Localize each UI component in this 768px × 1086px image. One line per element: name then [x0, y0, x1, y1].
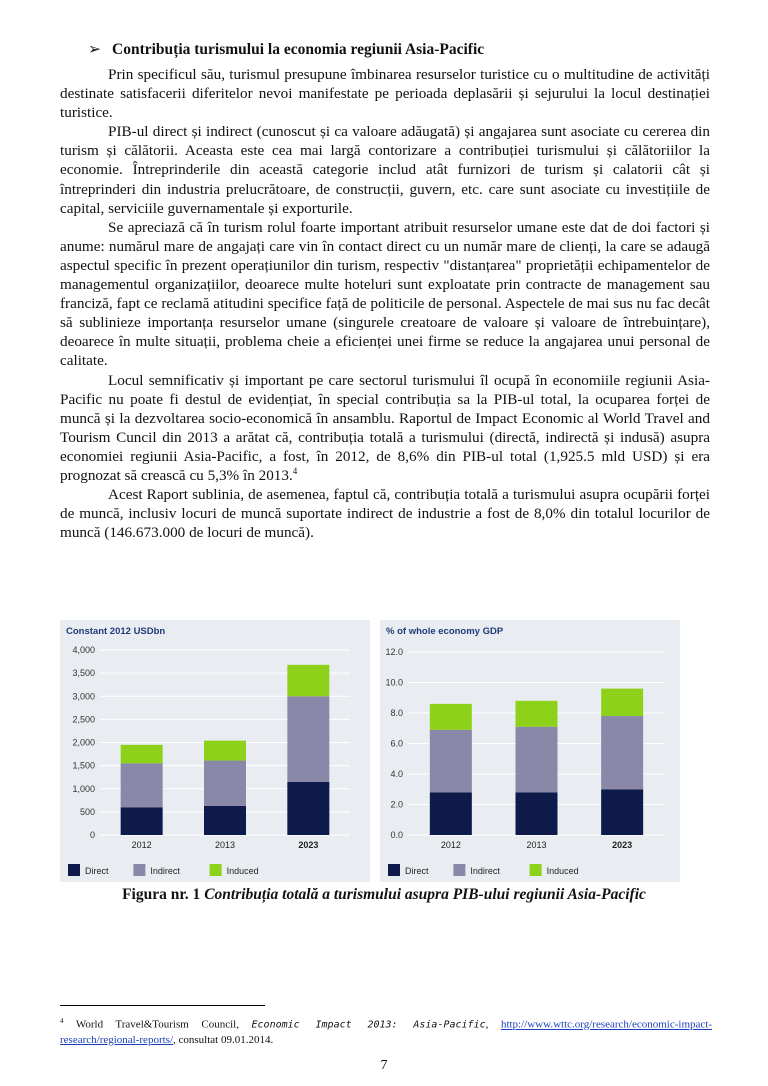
- usd-bar-induced-2012: [121, 745, 163, 764]
- footnote-accessed: , consultat 09.01.2014.: [173, 1033, 274, 1046]
- usd-legend-label-induced: Induced: [226, 866, 259, 876]
- pct-legend-label-direct: Direct: [405, 866, 429, 876]
- pct-y-tick-label: 2.0: [390, 799, 403, 810]
- usd-x-tick-label: 2012: [131, 840, 152, 850]
- pct-legend-label-indirect: Indirect: [470, 866, 500, 876]
- usd-chart-title: Constant 2012 USDbn: [66, 626, 166, 637]
- footnote-link[interactable]: http://www.wttc.org/research/economic-impact-research/regional-reports/: [60, 1018, 713, 1046]
- section-heading-text: Contribuția turismului la economia regiunii Asia-Pacific: [112, 41, 485, 58]
- pct-bar-direct-2012: [430, 792, 472, 835]
- pct-y-tick-label: 8.0: [390, 708, 403, 718]
- body-text: [60, 65, 710, 542]
- figure-label: Figura nr. 1: [122, 886, 201, 903]
- usd-legend-swatch-induced: [210, 864, 222, 876]
- paragraph-4: [60, 371, 710, 486]
- usd-y-tick-label: 0: [89, 830, 95, 840]
- footnote: $^4$ World Travel&Tourism Council, Economic Impact 2013: Asia-Pacific, http://www.wttc.org/research/economic-impact-research/regional-reports/, consultat 09.01.2014.: [60, 1017, 713, 1046]
- arrow-bullet-icon: ➢: [88, 41, 101, 58]
- pct-y-tick-label: 10.0: [385, 677, 403, 688]
- gdp-share-chart: [380, 620, 680, 882]
- usd-y-tick-label: 4,000: [72, 645, 95, 655]
- pct-bar-direct-2013: [516, 792, 558, 835]
- usd-bar-indirect-2013: [204, 761, 246, 806]
- paragraph-5: Acest Raport sublinia, de asemenea, faptul că, contribuția totală a turismului asupra ocupării forței de muncă, inclusiv locuri de muncă suportate indirect de industrie a fost de 8,0% din totalul locurilor de muncă (146.673.000 de locuri de muncă).: [60, 486, 710, 542]
- footnote-number: 4: [60, 1017, 64, 1025]
- paragraph-2: PIB-ul direct și indirect (cunoscut și ca valoare adăugată) și angajarea sunt asociate cu cererea din turism și călătorii. Aceasta este cea mai largă contorizare a contribuției turismului și călătoriilor la economie. Întreprinderile din această categorie includ atât furnizori de turism și calatorii cât și întreprinderi din industria prelucrătoare, de construcții, guvern, etc. care sunt asociate cu investițiile de capital, serviciile guvernamentale și exporturile.: [60, 123, 710, 217]
- gdp-usd-chart: [60, 620, 370, 882]
- paragraph-4-text: Locul semnificativ și important pe care sectorul turismului îl ocupă în economiile regiunii Asia-Pacific nu poate fi destul de evidențiat, în special contribuția sa la PIB-ul total, la ocuparea forței de muncă și la dezvoltarea socio-economică în ansamblu. Raportul de Impact Economic al World Travel and Tourism Cuncil din 2013 a arătat că, contribuția totală a turismului (directă, indirectă și indusă) asupra economiei regiunii Asia-Pacific, a fost, în 2012, de 8,6% din PIB-ul total (1,925.5 mld USD) și era prognozat să crească cu 5,3% în 2013.: [60, 371, 710, 484]
- usd-bar-direct-2012: [121, 807, 163, 835]
- usd-bar-indirect-2023: [287, 696, 329, 782]
- usd-bar-direct-2023: [287, 782, 329, 835]
- usd-y-tick-label: 1,500: [72, 760, 95, 771]
- usd-y-tick-label: 500: [79, 806, 95, 817]
- gdp-usd-chart-svg: [60, 620, 370, 882]
- usd-x-tick-label: 2023: [298, 840, 319, 850]
- figure-title: Contribuția totală a turismului asupra PIB-ului regiunii Asia-Pacific: [204, 886, 646, 903]
- footnote-source: Economic Impact 2013: Asia-Pacific: [251, 1019, 486, 1031]
- usd-legend-swatch-direct: [68, 864, 80, 876]
- pct-chart-title: % of whole economy GDP: [386, 626, 504, 637]
- section-heading: [88, 40, 484, 59]
- usd-bar-induced-2023: [287, 665, 329, 696]
- pct-x-tick-label: 2013: [526, 840, 547, 850]
- figure-caption: [0, 886, 768, 904]
- pct-bar-induced-2013: [516, 701, 558, 727]
- pct-bar-indirect-2023: [601, 716, 643, 789]
- pct-bar-induced-2012: [430, 704, 472, 730]
- pct-bar-induced-2023: [601, 689, 643, 716]
- pct-bar-indirect-2012: [430, 730, 472, 793]
- pct-legend-label-induced: Induced: [546, 866, 579, 876]
- pct-y-tick-label: 0.0: [390, 830, 403, 840]
- pct-y-tick-label: 12.0: [385, 647, 403, 657]
- pct-bar-indirect-2013: [516, 727, 558, 793]
- footnote-divider: [60, 1005, 265, 1006]
- gdp-share-chart-svg: [380, 620, 680, 882]
- usd-legend-label-direct: Direct: [85, 866, 109, 876]
- usd-bar-direct-2013: [204, 806, 246, 835]
- usd-y-tick-label: 2,000: [72, 737, 95, 748]
- usd-x-tick-label: 2013: [214, 840, 236, 850]
- pct-y-tick-label: 6.0: [390, 738, 403, 749]
- pct-bar-direct-2023: [601, 789, 643, 835]
- usd-y-tick-label: 1,000: [72, 783, 95, 794]
- usd-bar-indirect-2012: [121, 763, 163, 807]
- usd-y-tick-label: 3,000: [72, 691, 95, 702]
- pct-legend-swatch-induced: [530, 864, 542, 876]
- paragraph-3: Se apreciază că în turism rolul foarte important atribuit resurselor umane este dat de doi factori și anume: numărul mare de angajați care vin în contact direct cu un număr mare de clienți, la care se adaugă aspectul specific în prezent operațiunilor din turism, respectiv "distanțarea" proprietății echipamentelor de managementul organizațiilor, deoarece multe hoteluri sunt exploatate prin contracte de management sau franciză, fapt ce reclamă atitudini specifice față de politicile de personal. Aspectele de mai sus nu fac decât să sublinieze importanța resurselor umane (singurele creatoare de valoare și valoare de întrebuințare), deoarece în multe situații, problema cheie a eficienței unei firme se reduce la angajarea unui personal de calitate.: [60, 218, 710, 370]
- usd-bar-induced-2013: [204, 741, 246, 761]
- footnote-author: World Travel&Tourism Council,: [75, 1018, 239, 1031]
- usd-legend-swatch-indirect: [133, 864, 145, 876]
- pct-x-tick-label: 2012: [440, 840, 461, 850]
- pct-y-tick-label: 4.0: [390, 769, 403, 779]
- pct-x-tick-label: 2023: [612, 840, 633, 850]
- usd-legend-label-indirect: Indirect: [150, 866, 180, 876]
- paragraph-1: Prin specificul său, turismul presupune îmbinarea resurselor turistice cu o multitudine de activități destinate satisfacerii diferitelor nevoi manifestate pe perioada deplasării și sejurului la locul destinației turistice.: [60, 66, 710, 122]
- pct-legend-swatch-indirect: [453, 864, 465, 876]
- usd-y-tick-label: 3,500: [72, 668, 95, 679]
- page-number: 7: [380, 1058, 388, 1073]
- usd-y-tick-label: 2,500: [72, 714, 95, 725]
- footnote-reference[interactable]: 4: [292, 465, 298, 476]
- pct-legend-swatch-direct: [388, 864, 400, 876]
